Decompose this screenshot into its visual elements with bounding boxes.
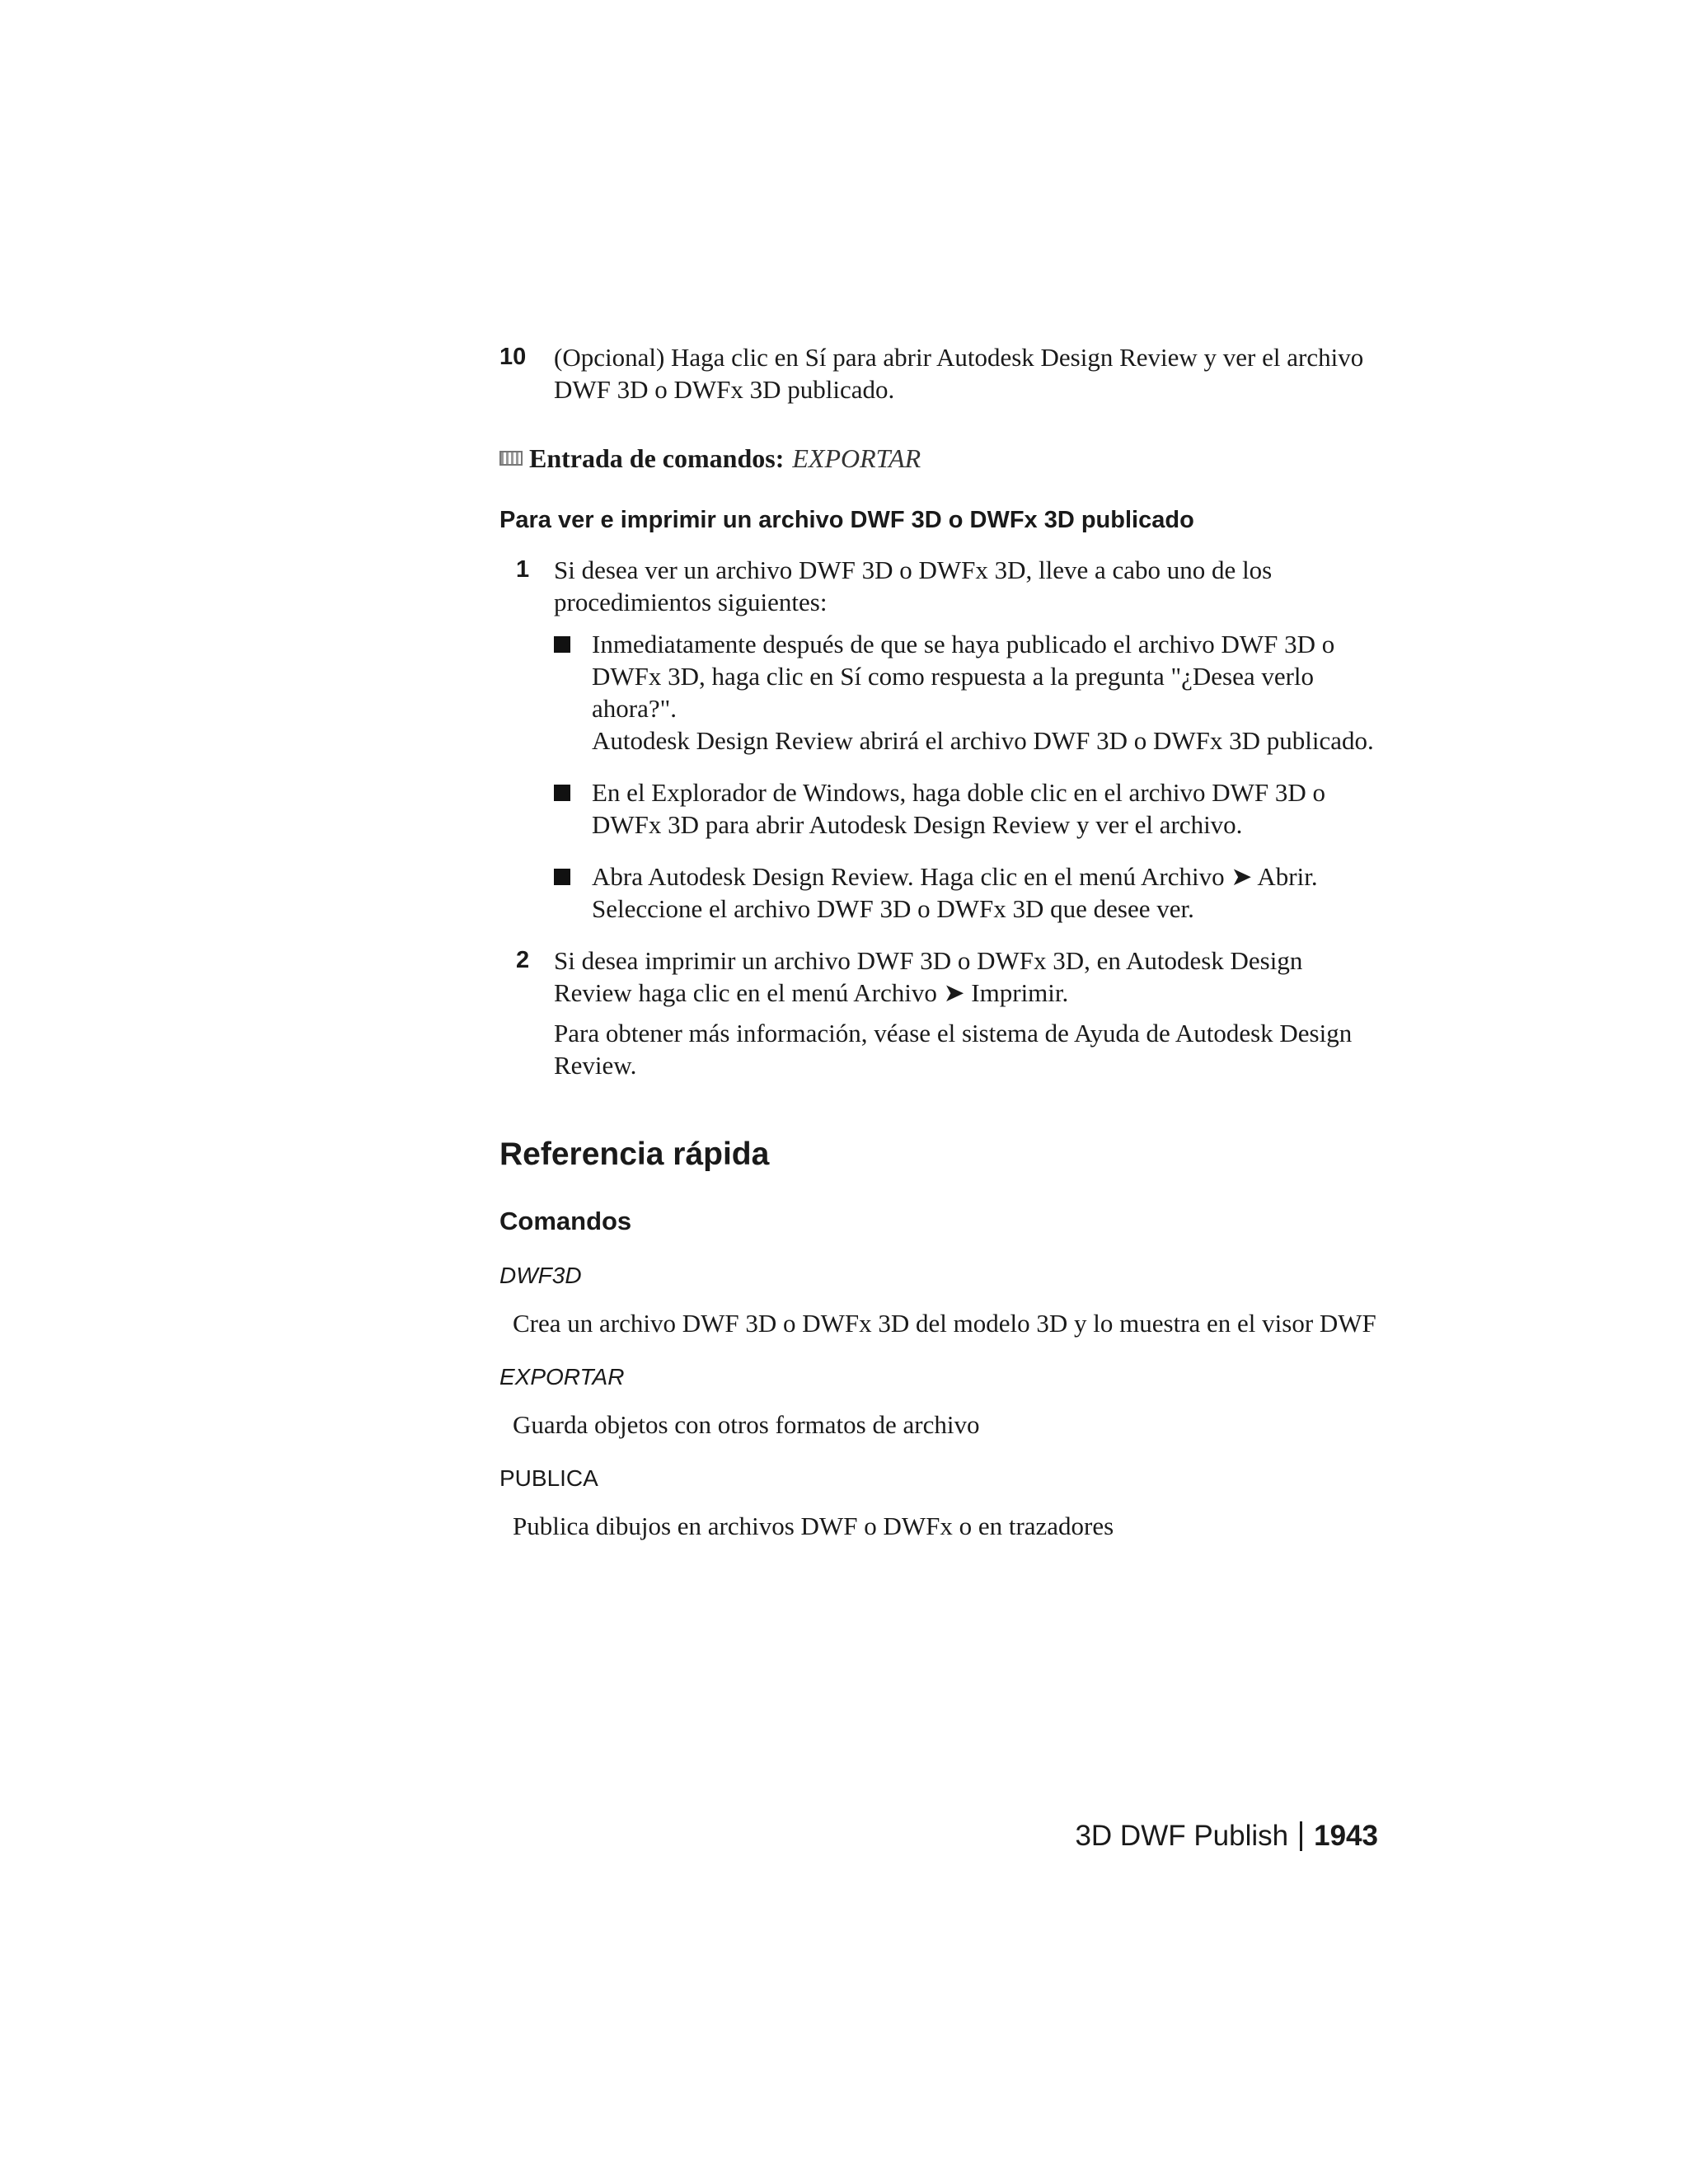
list-item: [554, 860, 1381, 925]
procedure-title: Para ver e imprimir un archivo DWF 3D o DWFx 3D publicado: [499, 507, 1194, 533]
section-title: Referencia rápida: [499, 1137, 770, 1172]
bullet-text: Inmediatamente después de que se haya publicado el archivo DWF 3D o DWFx 3D, haga clic en Sí como respuesta a la pregunta "¿Desea verlo ahora?".: [592, 630, 1335, 723]
command-description: Publica dibujos en archivos DWF o DWFx o en trazadores: [513, 1511, 1114, 1540]
footer-divider: [1300, 1821, 1302, 1851]
bullet-square-icon: [554, 869, 570, 885]
step-number: 1: [516, 556, 530, 583]
bullet-text: En el Explorador de Windows, haga doble clic en el archivo DWF 3D o DWFx 3D para abrir Autodesk Design Review y ver el archivo.: [592, 778, 1326, 839]
step-2: [499, 944, 1381, 1081]
list-item: [554, 628, 1381, 757]
page-content: [499, 341, 1381, 1542]
step-number: 10: [499, 344, 527, 370]
page-number: 1943: [1314, 1820, 1378, 1852]
bullet-text: Abra Autodesk Design Review. Haga clic en el menú Archivo ➤ Abrir. Seleccione el archivo DWF 3D o DWFx 3D que desee ver.: [592, 862, 1318, 923]
bullet-list: [554, 628, 1381, 925]
bullet-square-icon: [554, 785, 570, 801]
step-text: (Opcional) Haga clic en Sí para abrir Autodesk Design Review y ver el archivo DWF 3D o DWFx 3D publicado.: [554, 343, 1364, 404]
step-note: Para obtener más información, véase el sistema de Ayuda de Autodesk Design Review.: [554, 1019, 1353, 1080]
step-number: 2: [516, 947, 530, 973]
keyboard-icon: [499, 451, 523, 466]
command-entry-label: Entrada de comandos:: [529, 443, 785, 473]
bullet-square-icon: [554, 636, 570, 653]
command-description: Crea un archivo DWF 3D o DWFx 3D del modelo 3D y lo muestra en el visor DWF: [513, 1309, 1376, 1338]
subsection-title: Comandos: [499, 1207, 632, 1235]
bullet-note: Autodesk Design Review abrirá el archivo DWF 3D o DWFx 3D publicado.: [592, 726, 1374, 755]
page-footer: [1075, 1818, 1378, 1854]
command-name: PUBLICA: [499, 1465, 598, 1491]
command-entry: [499, 442, 1381, 475]
command-name: DWF3D: [499, 1263, 582, 1288]
step-text: Si desea ver un archivo DWF 3D o DWFx 3D, lleve a cabo uno de los procedimientos siguientes:: [554, 555, 1273, 616]
command-description: Guarda objetos con otros formatos de archivo: [513, 1410, 980, 1439]
list-item: [554, 776, 1381, 841]
command-entry-value: EXPORTAR: [792, 443, 921, 473]
step-text: Si desea imprimir un archivo DWF 3D o DWFx 3D, en Autodesk Design Review haga clic en el menú Archivo ➤ Imprimir.: [554, 946, 1303, 1007]
step-10: [499, 341, 1381, 405]
footer-section-title: 3D DWF Publish: [1075, 1820, 1289, 1852]
step-1: [499, 554, 1381, 618]
command-name: EXPORTAR: [499, 1364, 625, 1390]
